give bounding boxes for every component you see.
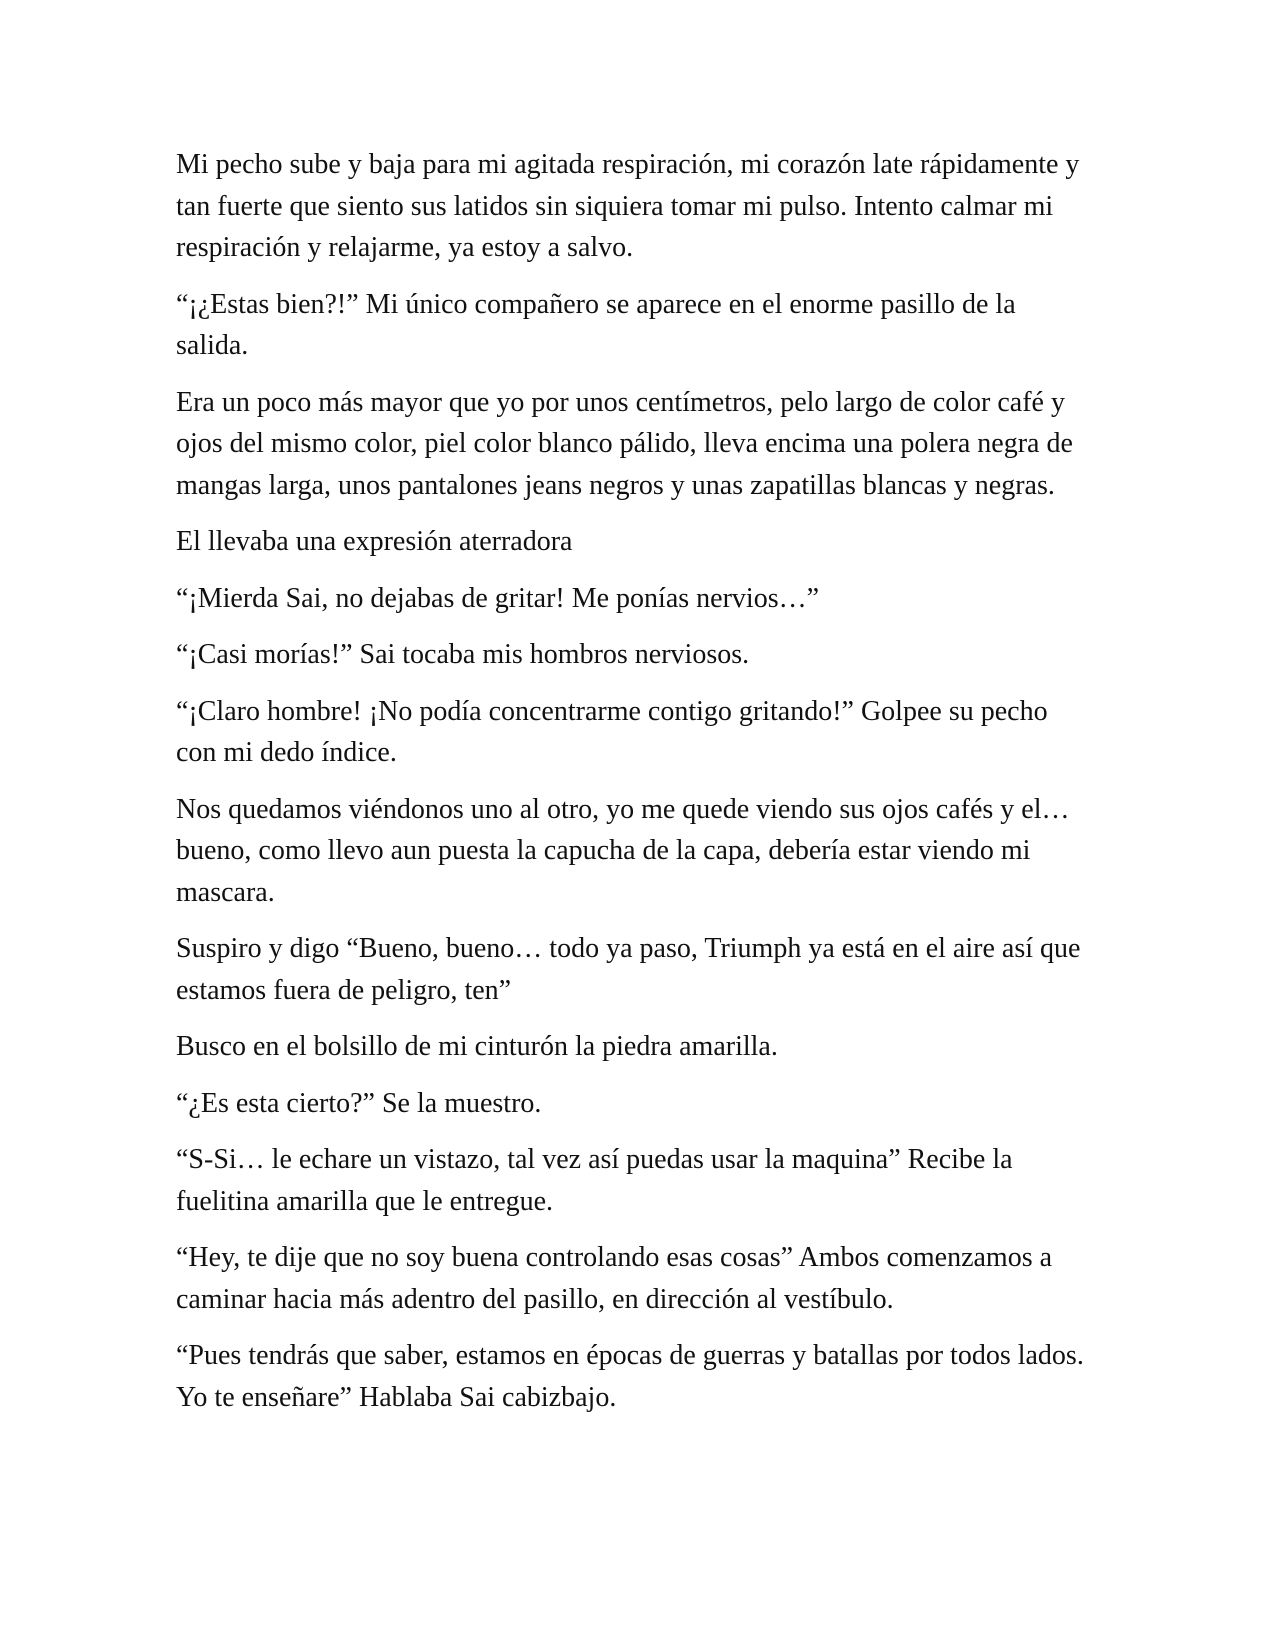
paragraph: Suspiro y digo “Bueno, bueno… todo ya paso, Triumph ya está en el aire así que estamos fuera de peligro, ten”: [176, 933, 1081, 1006]
paragraph: Mi pecho sube y baja para mi agitada respiración, mi corazón late rápidamente y tan fuerte que siento sus latidos sin siquiera tomar mi pulso. Intento calmar mi respiración y relajarme, ya estoy a salvo.: [176, 149, 1080, 263]
paragraph: “¡Mierda Sai, no dejabas de gritar! Me ponías nervios…”: [176, 582, 820, 614]
paragraph: “Pues tendrás que saber, estamos en épocas de guerras y batallas por todos lados. Yo te enseñare” Hablaba Sai cabizbajo.: [176, 1340, 1084, 1413]
document-body: [176, 144, 1088, 1433]
paragraph: El llevaba una expresión aterradora: [176, 526, 573, 557]
paragraph: “Hey, te dije que no soy buena controlando esas cosas” Ambos comenzamos a caminar hacia más adentro del pasillo, en dirección al vestíbulo.: [176, 1242, 1053, 1315]
paragraph: “S-Si… le echare un vistazo, tal vez así puedas usar la maquina” Recibe la fuelitina amarilla que le entregue.: [176, 1144, 1013, 1217]
paragraph: “¡Casi morías!” Sai tocaba mis hombros nerviosos.: [176, 639, 750, 670]
paragraph: “¡¿Estas bien?!” Mi único compañero se aparece en el enorme pasillo de la salida.: [176, 288, 1016, 361]
paragraph: “¡Claro hombre! ¡No podía concentrarme contigo gritando!” Golpee su pecho con mi dedo índice.: [176, 695, 1048, 768]
paragraph: Nos quedamos viéndonos uno al otro, yo me quede viendo sus ojos cafés y el… bueno, como llevo aun puesta la capucha de la capa, debería estar viendo mi mascara.: [176, 793, 1070, 908]
paragraph: Era un poco más mayor que yo por unos centímetros, pelo largo de color café y ojos del mismo color, piel color blanco pálido, lleva encima una polera negra de mangas larga, unos pantalones jeans negros y unas zapatillas blancas y negras.: [176, 386, 1073, 501]
paragraph: Busco en el bolsillo de mi cinturón la piedra amarilla.: [176, 1031, 778, 1062]
paragraph: “¿Es esta cierto?” Se la muestro.: [176, 1087, 542, 1119]
